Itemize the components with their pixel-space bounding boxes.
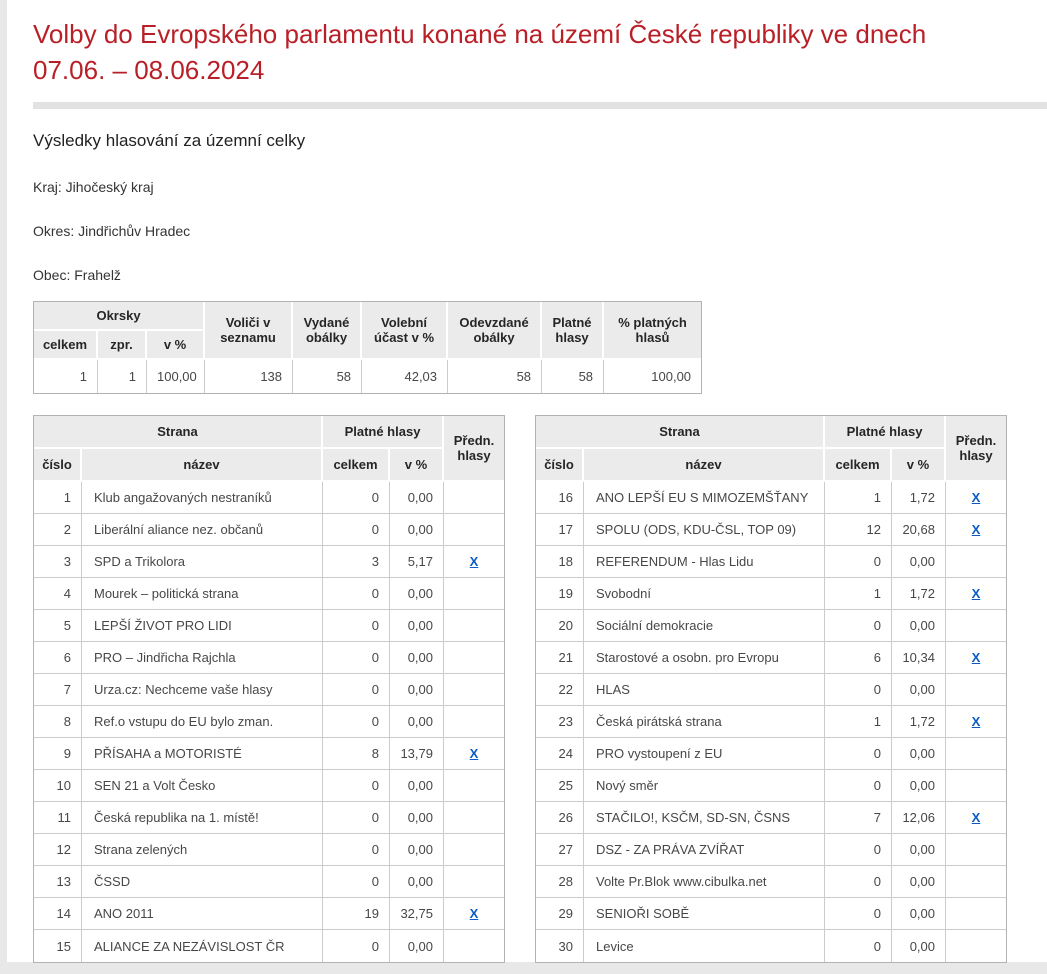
pref-votes-cell [444,738,504,770]
party-name: Česká republika na 1. místě! [82,802,323,834]
pref-votes-cell [444,770,504,802]
party-votes-total: 0 [323,642,390,674]
pref-votes-link[interactable]: X [971,522,981,537]
summary-value: 100,00 [604,360,701,393]
party-header-platne-hlasy: Platné hlasy [323,416,444,449]
party-votes-pct: 0,00 [892,674,946,706]
party-votes-pct: 0,00 [390,578,444,610]
party-name: SEN 21 a Volt Česko [82,770,323,802]
summary-value: 138 [205,360,293,393]
party-votes-pct: 0,00 [892,738,946,770]
party-votes-total: 0 [323,578,390,610]
summary-values-row [34,360,701,393]
party-votes-pct: 0,00 [390,770,444,802]
party-table-left-body [34,482,504,962]
pref-votes-cell [946,930,1006,962]
party-number: 18 [536,546,584,578]
party-name: Nový směr [584,770,825,802]
pref-votes-link[interactable]: X [971,586,981,601]
party-name: Ref.o vstupu do EU bylo zman. [82,706,323,738]
party-votes-pct: 0,00 [390,802,444,834]
summary-header-pct-platnych: % platných hlasů [604,302,701,360]
party-number: 28 [536,866,584,898]
party-votes-pct: 0,00 [390,610,444,642]
party-votes-pct: 10,34 [892,642,946,674]
summary-table-header [34,302,701,360]
party-votes-pct: 0,00 [892,930,946,962]
summary-value: 42,03 [362,360,448,393]
party-name: Levice [584,930,825,962]
party-header-strana: Strana [34,416,323,449]
party-number: 20 [536,610,584,642]
party-votes-total: 1 [825,482,892,514]
party-header-nazev: název [584,449,825,482]
party-votes-pct: 1,72 [892,482,946,514]
pref-votes-link[interactable]: X [971,714,981,729]
party-header-cislo: číslo [34,449,82,482]
party-votes-pct: 0,00 [390,866,444,898]
page [7,0,1047,962]
party-votes-total: 0 [323,866,390,898]
party-row [34,706,504,738]
party-name: ANO LEPŠÍ EU S MIMOZEMŠŤANY [584,482,825,514]
summary-header-v-pct: v % [147,331,205,360]
party-votes-pct: 0,00 [390,834,444,866]
party-row [34,770,504,802]
pref-votes-cell [946,898,1006,930]
summary-value: 100,00 [147,360,205,393]
summary-header-volici: Voliči v seznamu [205,302,293,360]
party-row [536,930,1006,962]
party-row [536,642,1006,674]
party-name: DSZ - ZA PRÁVA ZVÍŘAT [584,834,825,866]
party-number: 30 [536,930,584,962]
pref-votes-link[interactable]: X [971,650,981,665]
party-name: STAČILO!, KSČM, SD-SN, ČSNS [584,802,825,834]
party-row [536,802,1006,834]
page-title: Volby do Evropského parlamentu konané na území České republiky ve dnech 07.06. – 08.06.2024 [33,19,927,85]
summary-header-odevzdane-obalky: Odevzdané obálky [448,302,542,360]
party-row [34,802,504,834]
party-votes-total: 0 [323,930,390,962]
party-row [536,898,1006,930]
party-name: Svobodní [584,578,825,610]
summary-header-ucast: Volební účast v % [362,302,448,360]
party-votes-total: 0 [323,770,390,802]
party-votes-total: 0 [825,674,892,706]
party-votes-total: 0 [323,706,390,738]
pref-votes-cell [946,514,1006,546]
party-votes-total: 1 [825,706,892,738]
pref-votes-link[interactable]: X [469,554,479,569]
party-row [536,674,1006,706]
party-number: 22 [536,674,584,706]
party-header-v-pct: v % [892,449,946,482]
party-number: 13 [34,866,82,898]
party-number: 23 [536,706,584,738]
party-name: Česká pirátská strana [584,706,825,738]
party-name: PRO vystoupení z EU [584,738,825,770]
pref-votes-cell [444,706,504,738]
party-tables [33,415,1047,963]
party-name: SPD a Trikolora [82,546,323,578]
party-name: Urza.cz: Nechceme vaše hlasy [82,674,323,706]
party-row [34,642,504,674]
party-votes-pct: 0,00 [892,770,946,802]
summary-table [33,301,702,394]
party-votes-total: 12 [825,514,892,546]
party-number: 11 [34,802,82,834]
party-votes-pct: 0,00 [390,706,444,738]
party-row [536,546,1006,578]
party-votes-pct: 20,68 [892,514,946,546]
party-votes-pct: 0,00 [892,610,946,642]
pref-votes-cell [946,706,1006,738]
party-row [536,738,1006,770]
party-votes-pct: 12,06 [892,802,946,834]
summary-header-zpr: zpr. [98,331,147,360]
party-row [34,514,504,546]
party-votes-total: 0 [323,674,390,706]
pref-votes-cell [444,802,504,834]
pref-votes-cell [946,738,1006,770]
party-row [34,610,504,642]
party-name: Klub angažovaných nestraníků [82,482,323,514]
party-row [536,834,1006,866]
party-votes-pct: 13,79 [390,738,444,770]
party-votes-total: 1 [825,578,892,610]
pref-votes-cell [946,482,1006,514]
party-name: ALIANCE ZA NEZÁVISLOST ČR [82,930,323,962]
party-number: 10 [34,770,82,802]
party-votes-pct: 0,00 [892,866,946,898]
party-row [34,674,504,706]
party-name: Strana zelených [82,834,323,866]
party-number: 16 [536,482,584,514]
summary-value: 58 [293,360,362,393]
party-number: 4 [34,578,82,610]
party-number: 15 [34,930,82,962]
party-name: LEPŠÍ ŽIVOT PRO LIDI [82,610,323,642]
party-votes-pct: 1,72 [892,578,946,610]
party-row [34,578,504,610]
party-votes-total: 8 [323,738,390,770]
party-header-nazev: název [82,449,323,482]
pref-votes-cell [444,482,504,514]
pref-votes-link[interactable]: X [971,490,981,505]
party-votes-pct: 0,00 [390,642,444,674]
party-votes-total: 0 [323,514,390,546]
party-votes-pct: 5,17 [390,546,444,578]
pref-votes-cell [444,898,504,930]
pref-votes-cell [444,514,504,546]
summary-value: 58 [448,360,542,393]
party-number: 19 [536,578,584,610]
pref-votes-link[interactable]: X [469,906,479,921]
party-votes-total: 7 [825,802,892,834]
pref-votes-cell [444,930,504,962]
pref-votes-cell [444,578,504,610]
pref-votes-cell [444,546,504,578]
party-number: 27 [536,834,584,866]
party-votes-total: 0 [825,866,892,898]
party-row [34,930,504,962]
party-row [536,610,1006,642]
party-header-celkem: celkem [825,449,892,482]
party-row [536,866,1006,898]
pref-votes-cell [444,674,504,706]
party-votes-pct: 0,00 [390,514,444,546]
party-header-platne-hlasy: Platné hlasy [825,416,946,449]
region-kraj: Kraj: Jihočeský kraj [33,179,154,195]
pref-votes-cell [946,610,1006,642]
party-row [34,482,504,514]
party-number: 5 [34,610,82,642]
party-number: 26 [536,802,584,834]
party-votes-total: 0 [825,770,892,802]
party-header-cislo: číslo [536,449,584,482]
party-name: ANO 2011 [82,898,323,930]
party-table-right [535,415,1007,963]
party-number: 21 [536,642,584,674]
summary-header-vydane-obalky: Vydané obálky [293,302,362,360]
party-votes-pct: 0,00 [390,674,444,706]
party-votes-total: 0 [825,898,892,930]
party-header-celkem: celkem [323,449,390,482]
party-number: 12 [34,834,82,866]
party-row [34,738,504,770]
party-votes-total: 19 [323,898,390,930]
party-number: 6 [34,642,82,674]
party-votes-total: 0 [323,482,390,514]
party-table-right-header [536,416,1006,482]
party-name: REFERENDUM - Hlas Lidu [584,546,825,578]
party-votes-pct: 1,72 [892,706,946,738]
party-votes-total: 0 [323,802,390,834]
region-okres: Okres: Jindřichův Hradec [33,223,191,239]
party-votes-pct: 0,00 [390,930,444,962]
party-row [536,706,1006,738]
party-votes-total: 0 [825,738,892,770]
party-number: 17 [536,514,584,546]
pref-votes-cell [946,578,1006,610]
party-row [536,770,1006,802]
results-subtitle: Výsledky hlasování za územní celky [33,131,306,150]
pref-votes-cell [946,866,1006,898]
pref-votes-cell [444,610,504,642]
party-votes-total: 0 [323,610,390,642]
pref-votes-link[interactable]: X [469,746,479,761]
summary-value: 58 [542,360,604,393]
party-number: 8 [34,706,82,738]
party-number: 9 [34,738,82,770]
party-votes-total: 3 [323,546,390,578]
party-number: 29 [536,898,584,930]
party-table-left-header [34,416,504,482]
party-votes-pct: 32,75 [390,898,444,930]
region-obec: Obec: Frahelž [33,267,121,283]
party-table-right-body [536,482,1006,962]
party-number: 14 [34,898,82,930]
pref-votes-cell [444,642,504,674]
summary-header-platne-hlasy: Platné hlasy [542,302,604,360]
party-votes-total: 0 [825,930,892,962]
pref-votes-cell [946,546,1006,578]
party-header-strana: Strana [536,416,825,449]
pref-votes-cell [444,834,504,866]
party-name: SPOLU (ODS, KDU-ČSL, TOP 09) [584,514,825,546]
party-votes-total: 6 [825,642,892,674]
party-name: ČSSD [82,866,323,898]
party-number: 24 [536,738,584,770]
party-votes-pct: 0,00 [390,482,444,514]
party-row [536,482,1006,514]
pref-votes-cell [444,866,504,898]
party-number: 1 [34,482,82,514]
party-table-left [33,415,505,963]
party-number: 2 [34,514,82,546]
party-row [34,866,504,898]
pref-votes-cell [946,642,1006,674]
party-header-v-pct: v % [390,449,444,482]
party-header-predn-hlasy: Předn. hlasy [444,416,504,482]
party-name: Liberální aliance nez. občanů [82,514,323,546]
party-header-predn-hlasy: Předn. hlasy [946,416,1006,482]
party-row [34,898,504,930]
party-row [536,578,1006,610]
party-name: HLAS [584,674,825,706]
party-row [536,514,1006,546]
summary-value: 1 [98,360,147,393]
party-name: Starostové a osobn. pro Evropu [584,642,825,674]
party-number: 25 [536,770,584,802]
party-name: Mourek – politická strana [82,578,323,610]
summary-value: 1 [34,360,98,393]
pref-votes-link[interactable]: X [971,810,981,825]
party-number: 7 [34,674,82,706]
party-number: 3 [34,546,82,578]
party-votes-pct: 0,00 [892,546,946,578]
party-votes-total: 0 [825,834,892,866]
party-votes-total: 0 [323,834,390,866]
title-divider [33,102,1047,109]
party-name: Volte Pr.Blok www.cibulka.net [584,866,825,898]
party-votes-total: 0 [825,610,892,642]
summary-header-okrsky: Okrsky [34,302,205,331]
party-votes-pct: 0,00 [892,834,946,866]
pref-votes-cell [946,802,1006,834]
party-votes-pct: 0,00 [892,898,946,930]
party-name: Sociální demokracie [584,610,825,642]
party-name: PRO – Jindřicha Rajchla [82,642,323,674]
party-name: PŘÍSAHA a MOTORISTÉ [82,738,323,770]
pref-votes-cell [946,674,1006,706]
party-row [34,546,504,578]
party-row [34,834,504,866]
pref-votes-cell [946,834,1006,866]
party-votes-total: 0 [825,546,892,578]
pref-votes-cell [946,770,1006,802]
party-name: SENIOŘI SOBĚ [584,898,825,930]
summary-header-celkem: celkem [34,331,98,360]
